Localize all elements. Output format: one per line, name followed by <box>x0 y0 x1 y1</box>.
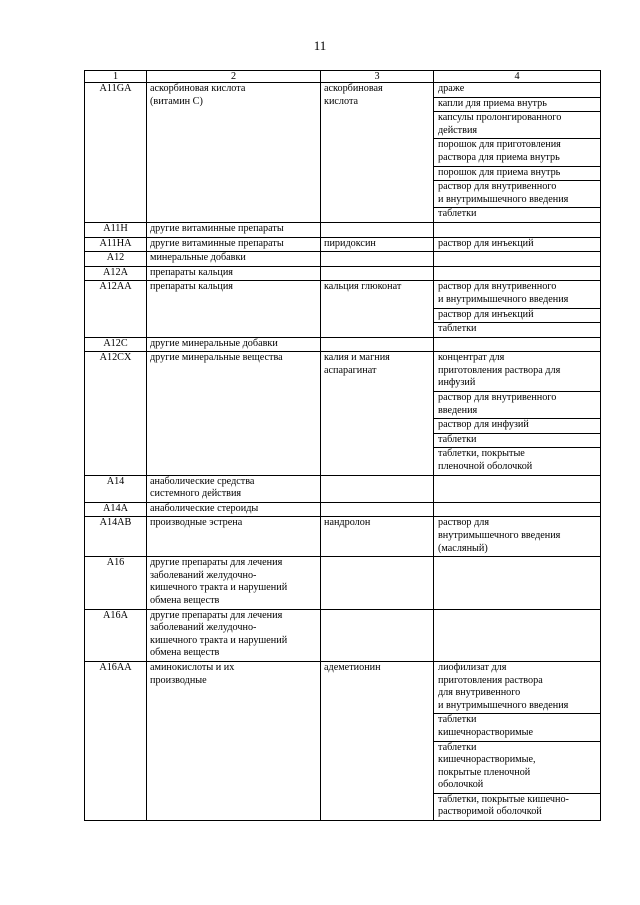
dosage-forms-cell <box>434 557 601 609</box>
drug-name-line: нандролон <box>324 517 371 529</box>
drug-name-cell <box>321 222 434 237</box>
table-row <box>85 337 601 352</box>
dosage-forms-cell <box>434 517 601 557</box>
group-name-line: другие препараты для лечения <box>150 609 283 621</box>
drug-name-cell <box>321 661 434 820</box>
dosage-form-item <box>434 322 600 337</box>
table-row <box>85 281 601 337</box>
group-name-line: заболеваний желудочно- <box>150 622 257 634</box>
group-name-cell <box>147 475 321 502</box>
drug-name-line: аспарагинат <box>324 364 377 376</box>
dosage-forms-cell <box>434 252 601 267</box>
table-row <box>85 609 601 661</box>
table-row <box>85 83 601 223</box>
dosage-form-line: приготовления раствора для <box>438 364 561 376</box>
group-name-cell <box>147 337 321 352</box>
drug-name-cell <box>321 266 434 281</box>
dosage-form-line: раствор для инъекций <box>438 237 534 249</box>
dosage-form-line: приготовления раствора <box>438 674 543 686</box>
group-name-cell <box>147 237 321 252</box>
dosage-form-line: инфузий <box>438 377 476 389</box>
dosage-form-line: раствор для инфузий <box>438 419 529 431</box>
group-name-line: производные эстрена <box>150 517 243 529</box>
dosage-form-item <box>434 138 600 165</box>
dosage-form-line: введения <box>438 404 478 416</box>
dosage-forms-cell <box>434 266 601 281</box>
group-name-line: другие минеральные добавки <box>150 337 278 349</box>
drug-name-line: пиридоксин <box>324 237 376 249</box>
dosage-form-line: капли для приема внутрь <box>438 97 547 109</box>
group-name-line: обмена веществ <box>150 647 220 659</box>
dosage-form-item <box>434 352 600 391</box>
dosage-form-line: кишечнорастворимые <box>438 726 533 738</box>
dosage-form-line: таблетки, покрытые кишечно- <box>438 793 569 805</box>
table-row <box>85 252 601 267</box>
dosage-form-line: порошок для приготовления <box>438 139 561 151</box>
atc-code-cell: A12CX <box>85 352 147 475</box>
atc-code-cell: A16A <box>85 609 147 661</box>
group-name-line: другие препараты для лечения <box>150 557 283 569</box>
dosage-form-line: покрытые пленочной <box>438 766 531 778</box>
header-col-1: 1 <box>85 71 147 83</box>
dosage-form-item <box>434 281 600 307</box>
atc-code-cell: A11HA <box>85 237 147 252</box>
table-row <box>85 352 601 475</box>
drug-name-cell <box>321 252 434 267</box>
dosage-form-item <box>434 180 600 207</box>
table-row <box>85 517 601 557</box>
dosage-form-line: и внутримышечного введения <box>438 293 569 305</box>
dosage-forms-cell <box>434 337 601 352</box>
dosage-form-line: раствор для внутривенного <box>438 281 557 293</box>
group-name-cell <box>147 609 321 661</box>
group-name-line: препараты кальция <box>150 281 233 293</box>
dosage-forms-cell <box>434 661 601 820</box>
group-name-cell <box>147 502 321 517</box>
group-name-line: аминокислоты и их <box>150 661 235 673</box>
dosage-form-item <box>434 238 600 252</box>
dosage-form-line: внутримышечного введения <box>438 530 561 541</box>
table-row <box>85 475 601 502</box>
atc-code-cell: A11H <box>85 222 147 237</box>
dosage-form-line: таблетки <box>438 714 477 726</box>
dosage-form-item <box>434 207 600 222</box>
dosage-form-line: кишечнорастворимые, <box>438 754 536 766</box>
group-name-cell <box>147 352 321 475</box>
group-name-line: кишечного тракта и нарушений <box>150 634 288 646</box>
drug-name-line: кальция глюконат <box>324 281 402 293</box>
group-name-cell <box>147 661 321 820</box>
table-row <box>85 502 601 517</box>
drug-name-cell <box>321 609 434 661</box>
drug-name-cell <box>321 281 434 337</box>
header-row <box>85 71 601 83</box>
group-name-line: препараты кальция <box>150 266 233 278</box>
drug-table <box>84 70 601 821</box>
header-col-3: 3 <box>321 71 434 83</box>
dosage-form-line: таблетки, покрытые <box>438 448 525 460</box>
dosage-form-item <box>434 741 600 793</box>
atc-code-cell: A14 <box>85 475 147 502</box>
dosage-form-line: пленочной оболочкой <box>438 461 533 473</box>
dosage-form-line: растворимой оболочкой <box>438 806 542 818</box>
dosage-forms-cell <box>434 281 601 337</box>
table-row <box>85 266 601 281</box>
dosage-form-line: лиофилизат для <box>438 661 507 673</box>
atc-code-cell: A12 <box>85 252 147 267</box>
dosage-form-line: порошок для приема внутрь <box>438 166 561 178</box>
dosage-form-item <box>434 418 600 433</box>
drug-name-line: адеметионин <box>324 661 381 673</box>
group-name-line: минеральные добавки <box>150 252 246 264</box>
dosage-form-line: раствор для инъекций <box>438 308 534 320</box>
drug-name-cell <box>321 517 434 557</box>
group-name-cell <box>147 266 321 281</box>
page-number: 11 <box>313 38 327 53</box>
group-name-line: (витамин С) <box>150 95 203 107</box>
dosage-form-item <box>434 793 600 820</box>
group-name-line: анаболические средства <box>150 475 255 487</box>
dosage-form-line: и внутримышечного введения <box>438 699 569 711</box>
header-col-2: 2 <box>147 71 321 83</box>
dosage-forms-cell <box>434 352 601 475</box>
drug-name-cell <box>321 237 434 252</box>
group-name-cell <box>147 517 321 557</box>
atc-code-cell: A16AA <box>85 661 147 820</box>
dosage-form-line: раствора для приема внутрь <box>438 151 560 163</box>
group-name-cell <box>147 281 321 337</box>
atc-code-cell: A12AA <box>85 281 147 337</box>
header-col-4: 4 <box>434 71 601 83</box>
atc-code-cell: A11GA <box>85 83 147 223</box>
dosage-form-line: концентрат для <box>438 352 505 364</box>
drug-name-cell <box>321 502 434 517</box>
drug-name-line: кислота <box>324 95 359 107</box>
dosage-form-line: драже <box>438 83 465 94</box>
group-name-line: кишечного тракта и нарушений <box>150 582 288 594</box>
dosage-form-line: и внутримышечного введения <box>438 193 569 205</box>
dosage-form-item <box>434 166 600 181</box>
group-name-line: аскорбиновая кислота <box>150 83 246 94</box>
dosage-form-item <box>434 447 600 474</box>
group-name-line: заболеваний желудочно- <box>150 569 257 581</box>
group-name-line: обмена веществ <box>150 594 220 606</box>
atc-code-cell: A14A <box>85 502 147 517</box>
group-name-line: другие витаминные препараты <box>150 237 284 249</box>
dosage-form-line: капсулы пролонгированного <box>438 112 562 124</box>
dosage-forms-cell <box>434 609 601 661</box>
group-name-cell <box>147 557 321 609</box>
dosage-form-line: оболочкой <box>438 779 484 791</box>
group-name-cell <box>147 83 321 223</box>
table-row <box>85 661 601 820</box>
table-row <box>85 222 601 237</box>
dosage-form-item <box>434 433 600 448</box>
dosage-form-line: для внутривенного <box>438 687 521 699</box>
drug-name-cell <box>321 83 434 223</box>
dosage-form-line: таблетки <box>438 433 477 445</box>
group-name-cell <box>147 252 321 267</box>
dosage-form-line: таблетки <box>438 323 477 335</box>
drug-name-line: калия и магния <box>324 352 390 364</box>
dosage-form-line: раствор для <box>438 517 490 529</box>
dosage-forms-cell <box>434 237 601 252</box>
drug-name-cell <box>321 352 434 475</box>
atc-code-cell: A16 <box>85 557 147 609</box>
group-name-line: другие минеральные вещества <box>150 352 283 364</box>
drug-name-line: аскорбиновая <box>324 83 383 94</box>
table-row <box>85 237 601 252</box>
drug-name-cell <box>321 557 434 609</box>
dosage-form-item <box>434 713 600 740</box>
dosage-form-line: таблетки <box>438 741 477 753</box>
group-name-cell <box>147 222 321 237</box>
dosage-form-item <box>434 83 600 97</box>
dosage-form-item <box>434 111 600 138</box>
group-name-line: анаболические стероиды <box>150 502 259 514</box>
dosage-form-line: (масляный) <box>438 542 488 554</box>
dosage-forms-cell <box>434 222 601 237</box>
group-name-line: системного действия <box>150 488 242 500</box>
dosage-form-line: действия <box>438 124 478 136</box>
dosage-form-item <box>434 97 600 112</box>
dosage-forms-cell <box>434 83 601 223</box>
drug-name-cell <box>321 475 434 502</box>
group-name-line: производные <box>150 674 207 686</box>
dosage-form-item <box>434 391 600 418</box>
drug-name-cell <box>321 337 434 352</box>
group-name-line: другие витаминные препараты <box>150 222 284 234</box>
dosage-form-item <box>434 662 600 713</box>
atc-code-cell: A12A <box>85 266 147 281</box>
dosage-form-line: раствор для внутривенного <box>438 181 557 193</box>
table-body <box>85 83 601 821</box>
dosage-forms-cell <box>434 475 601 502</box>
dosage-form-line: таблетки <box>438 208 477 220</box>
table-row <box>85 557 601 609</box>
dosage-form-line: раствор для внутривенного <box>438 392 557 404</box>
dosage-form-item <box>434 517 600 556</box>
dosage-form-item <box>434 308 600 323</box>
atc-code-cell: A14AB <box>85 517 147 557</box>
dosage-forms-cell <box>434 502 601 517</box>
atc-code-cell: A12C <box>85 337 147 352</box>
